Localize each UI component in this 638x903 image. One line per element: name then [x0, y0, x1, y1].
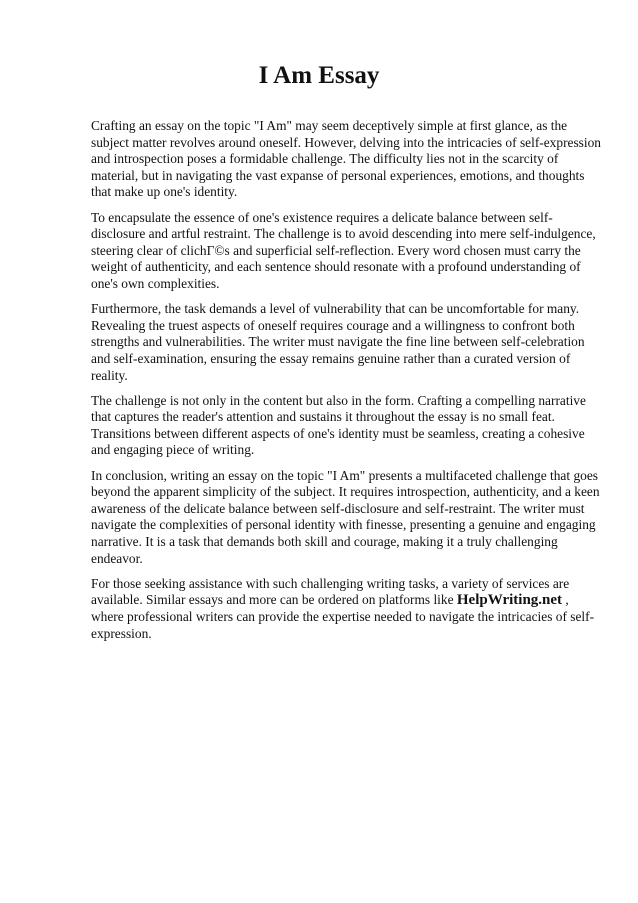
- paragraph-4: The challenge is not only in the content but also in the form. Crafting a compelling narrative that captures the reader's attention and sustains it throughout the essay is no small feat. Transitions between different aspects of one's identity must be seamless, creating a cohesive and engaging piece of writing.: [91, 392, 586, 458]
- paragraph-1: Crafting an essay on the topic "I Am" may seem deceptively simple at first glance, as the subject matter revolves around oneself. However, delving into the intricacies of self-expression and introspection poses a formidable challenge. The difficulty lies not in the scarcity of material, but in navigating the vast expanse of personal experiences, emotions, and thoughts that make up one's identity.: [91, 118, 602, 200]
- paragraph-6: [91, 576, 601, 642]
- paragraph-2: To encapsulate the essence of one's existence requires a delicate balance between self-disclosure and artful restraint. The challenge is to avoid descending into mere self-indulgence, steering clear of clichГ©s and superficial self-reflection. Every word chosen must carry the weight of authenticity, and each sentence should resonate with a profound understanding of one's own complexities.: [91, 209, 596, 291]
- brand-link[interactable]: HelpWriting.net: [456, 592, 563, 609]
- paragraph-6-tail: , where professional writers can provide the expertise needed to navigate the intricacies of self-expression.: [91, 592, 595, 641]
- document-title: I Am Essay: [258, 62, 380, 89]
- paragraph-5: In conclusion, writing an essay on the topic "I Am" presents a multifaceted challenge that goes beyond the apparent simplicity of the subject. It requires introspection, authenticity, and a keen awareness of the delicate balance between self-disclosure and self-restraint. The writer must navigate the complexities of personal identity with finesse, presenting a genuine and engaging narrative. It is a task that demands both skill and courage, making it a truly challenging endeavor.: [91, 467, 600, 566]
- document-body: [91, 118, 601, 651]
- paragraph-6-lead: For those seeking assistance with such challenging writing tasks, a variety of services are available. Similar essays and more can be ordered on platforms like: [91, 575, 570, 608]
- paragraph-3: Furthermore, the task demands a level of vulnerability that can be uncomfortable for many. Revealing the truest aspects of oneself requires courage and a willingness to confront both strengths and vulnerabilities. The writer must navigate the fine line between self-celebration and self-examination, ensuring the essay remains genuine rather than a curated version of reality.: [91, 301, 585, 383]
